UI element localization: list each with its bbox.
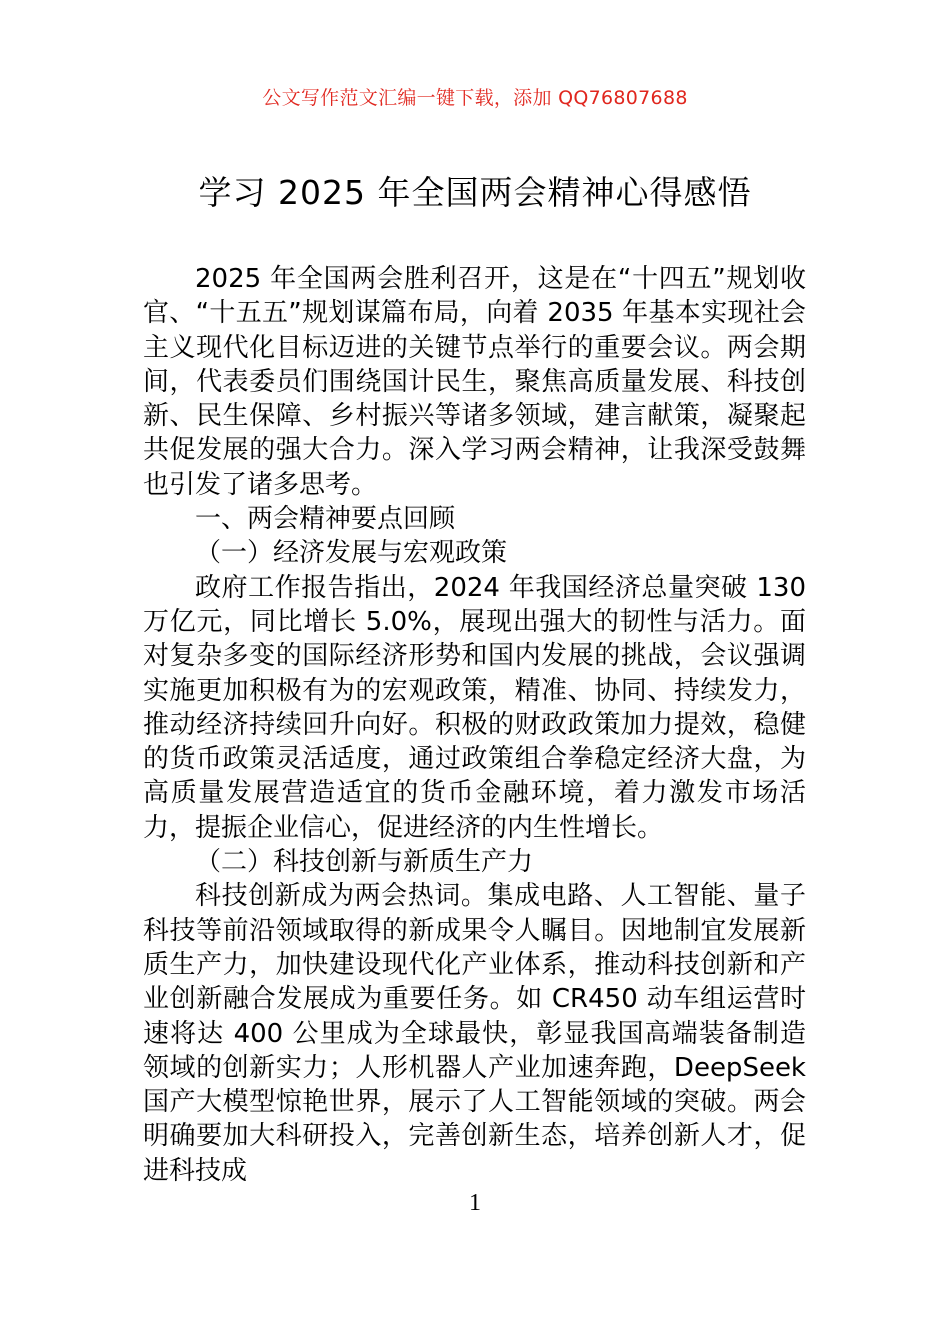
- document-title: 学习 2025 年全国两会精神心得感悟: [198, 173, 752, 212]
- subsection-heading-2: （二）科技创新与新质生产力: [195, 847, 534, 878]
- document-body: [143, 262, 806, 1188]
- subsection-heading-1: （一）经济发展与宏观政策: [195, 538, 508, 569]
- section-heading-1: 一、两会精神要点回顾: [195, 504, 456, 535]
- page-number: 1: [469, 1190, 481, 1216]
- header-download-note: 公文写作范文汇编一键下载，添加 QQ76807688: [262, 87, 688, 109]
- paragraph-technology: 科技创新成为两会热词。集成电路、人工智能、量子科技等前沿领域取得的新成果令人瞩目。因地制宜发展新质生产力，加快建设现代化产业体系，推动科技创新和产业创新融合发展成为重要任务。如 CR450 动车组运营时速将达 400 公里成为全球最快，彰显我国高端装备制造领域的创新实力；人形机器人产业加速奔跑，DeepSeek 国产大模型惊艳世界，展示了人工智能领域的突破。两会明确要加大科研投入，完善创新生态，培养创新人才，促进科技成: [143, 881, 806, 1186]
- paragraph-intro: 2025 年全国两会胜利召开，这是在“十四五”规划收官、“十五五”规划谋篇布局，向着 2035 年基本实现社会主义现代化目标迈进的关键节点举行的重要会议。两会期间，代表委员们围绕国计民生，聚焦高质量发展、科技创新、民生保障、乡村振兴等诸多领域，建言献策，凝聚起共促发展的强大合力。深入学习两会精神，让我深受鼓舞也引发了诸多思考。: [143, 264, 806, 500]
- paragraph-economy: 政府工作报告指出，2024 年我国经济总量突破 130 万亿元，同比增长 5.0%，展现出强大的韧性与活力。面对复杂多变的国际经济形势和国内发展的挑战，会议强调实施更加积极有为的宏观政策，精准、协同、持续发力，推动经济持续回升向好。积极的财政政策加力提效，稳健的货币政策灵活适度，通过政策组合拳稳定经济大盘，为高质量发展营造适宜的货币金融环境，着力激发市场活力，提振企业信心，促进经济的内生性增长。: [143, 572, 806, 843]
